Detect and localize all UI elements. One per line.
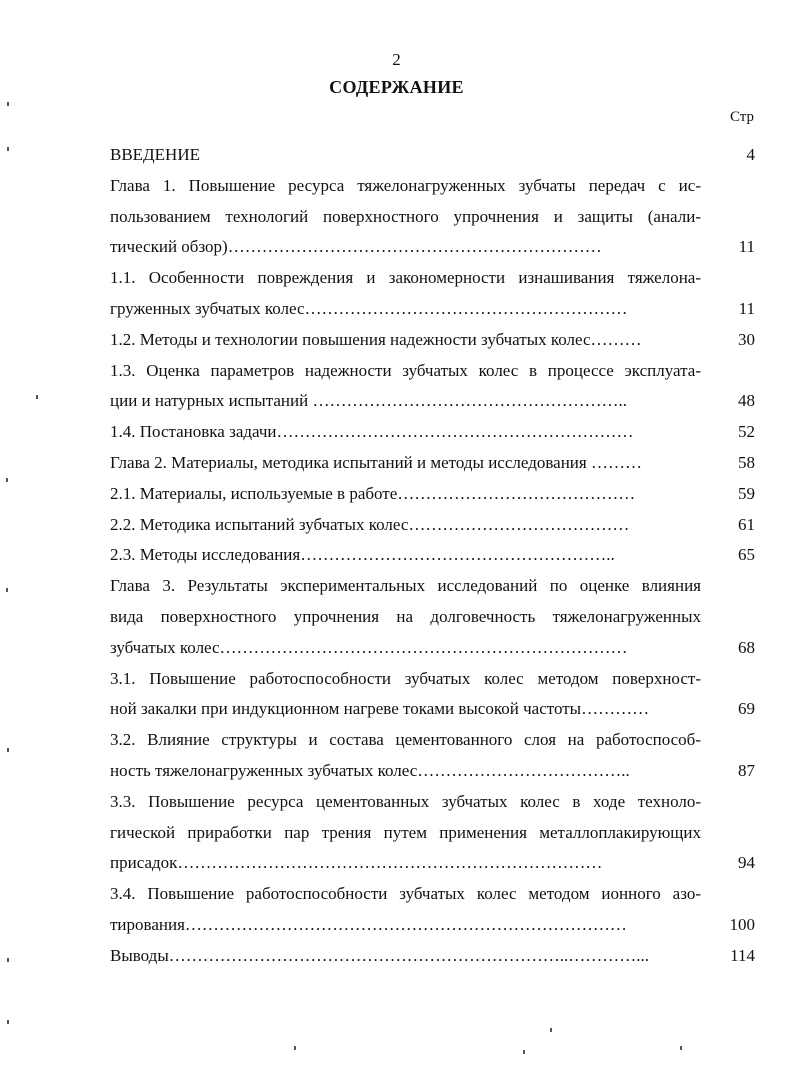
toc-entry-line: 2.1. Материалы, используемые в работе……………………………………: [110, 483, 636, 503]
toc-entry-line: Глава 1. Повышение ресурса тяжелонагруженных зубчаты передач с ис-: [110, 175, 701, 195]
toc-entry-text: [110, 941, 711, 972]
toc-entry-page: 58: [738, 452, 755, 472]
toc-entry-text: [110, 140, 711, 171]
toc-entry: [110, 725, 755, 787]
scan-speck: [7, 748, 9, 752]
toc-entry-text: [110, 571, 711, 663]
toc-entry-text: [110, 263, 711, 325]
toc-entry-line: 1.1. Особенности повреждения и закономерности изнашивания тяжелона-: [110, 268, 701, 288]
toc-entry-line: ной закалки при индукционном нагреве токами высокой частоты…………: [110, 699, 650, 719]
toc-entry: [110, 479, 755, 510]
toc-entry: [110, 664, 755, 726]
toc-entry-line: 1.2. Методы и технологии повышения надежности зубчатых колес………: [110, 329, 642, 349]
toc-entry-line: ции и натурных испытаний ………………………………………………..: [110, 391, 627, 411]
toc-entry: [110, 417, 755, 448]
scan-speck: [6, 588, 8, 592]
toc-entry-text: [110, 664, 711, 726]
scan-speck: [7, 102, 9, 106]
toc-entry-text: [110, 787, 711, 879]
toc-entry-text: [110, 417, 711, 448]
toc-entry: [110, 510, 755, 541]
toc-entry-line: Выводы……………………………………………………………..…………...: [110, 945, 650, 965]
page-column-header: Стр: [729, 109, 754, 125]
toc-entry: [110, 140, 755, 171]
page-number: 2: [392, 50, 401, 69]
toc-entry-page: 61: [738, 514, 755, 534]
scan-speck: [550, 1028, 552, 1032]
scan-speck: [6, 478, 8, 482]
toc-entry-page: 11: [738, 237, 755, 257]
toc-entry-text: [110, 448, 711, 479]
toc-entry-line: ВВЕДЕНИЕ: [110, 145, 200, 164]
toc-entry-line: ность тяжелонагруженных зубчатых колес………………………………..: [110, 760, 630, 780]
scan-speck: [7, 147, 9, 151]
toc-entry-page: 11: [738, 298, 755, 318]
toc-entry-line: Глава 2. Материалы, методика испытаний и методы исследования ………: [110, 452, 642, 472]
toc-entry: [110, 879, 755, 941]
toc-entry-line: тирования……………………………………………………………………: [110, 914, 627, 934]
toc-entry-page: 100: [729, 914, 755, 934]
scan-speck: [36, 395, 38, 399]
toc-entry-line: гической приработки пар трения путем применения металлоплакирующих: [110, 822, 701, 842]
toc-entry-text: [110, 540, 711, 571]
scan-speck: [680, 1046, 682, 1050]
toc-entry-text: [110, 171, 711, 263]
toc-entry-page: 69: [738, 699, 755, 719]
toc-entry: [110, 325, 755, 356]
toc-entry: [110, 171, 755, 263]
toc-entry-page: 59: [738, 483, 755, 503]
scan-speck: [294, 1046, 296, 1050]
toc-entry-line: 1.4. Постановка задачи………………………………………………………: [110, 422, 634, 442]
toc-entry-text: [110, 725, 711, 787]
toc-entry-line: груженных зубчатых колес…………………………………………………: [110, 298, 628, 318]
scan-speck: [7, 958, 9, 962]
toc-entry-line: 3.3. Повышение ресурса цементованных зубчатых колес в ходе техноло-: [110, 791, 701, 811]
toc-entry-page: 4: [746, 145, 755, 164]
toc-entry-text: [110, 325, 711, 356]
toc-entry: [110, 356, 755, 418]
toc-entry-line: присадок…………………………………………………………………: [110, 853, 603, 873]
toc-entry: [110, 787, 755, 879]
toc-entry: [110, 540, 755, 571]
toc-entry-text: [110, 510, 711, 541]
toc-entry-line: Глава 3. Результаты экспериментальных исследований по оценке влияния: [110, 576, 701, 596]
toc-entry: [110, 941, 755, 972]
toc-entry-line: пользованием технологий поверхностного упрочнения и защиты (анали-: [110, 206, 701, 226]
toc-entry-line: вида поверхностного упрочнения на долговечность тяжелонагруженных: [110, 606, 701, 626]
toc-entry-text: [110, 479, 711, 510]
toc-entry-line: зубчатых колес………………………………………………………………: [110, 637, 628, 657]
toc-entry-page: 114: [730, 945, 755, 965]
toc-entry: [110, 571, 755, 663]
toc-entry-line: 3.4. Повышение работоспособности зубчатых колес методом ионного азо-: [110, 884, 701, 904]
toc-entry-line: тический обзор)…………………………………………………………: [110, 237, 602, 257]
toc-entry: [110, 448, 755, 479]
scan-speck: [523, 1050, 525, 1054]
toc-entry-line: 3.1. Повышение работоспособности зубчатых колес методом поверхност-: [110, 668, 701, 688]
toc-entry-text: [110, 356, 711, 418]
toc-entry-line: 2.2. Методика испытаний зубчатых колес…………………………………: [110, 514, 630, 534]
toc-entry-page: 52: [738, 422, 755, 442]
toc-entry-line: 3.2. Влияние структуры и состава цементованного слоя на работоспособ-: [110, 730, 701, 750]
toc-entry: [110, 263, 755, 325]
scan-speck: [7, 1020, 9, 1024]
page-title: СОДЕРЖАНИЕ: [329, 77, 464, 97]
toc-entry-page: 48: [738, 391, 755, 411]
toc-entry-page: 30: [738, 329, 755, 349]
toc-entry-page: 65: [738, 545, 755, 565]
toc-entry-page: 94: [738, 853, 755, 873]
toc-entry-page: 87: [738, 760, 755, 780]
toc-entry-page: 68: [738, 637, 755, 657]
table-of-contents: [110, 140, 755, 972]
toc-entry-text: [110, 879, 711, 941]
toc-entry-line: 1.3. Оценка параметров надежности зубчатых колес в процессе эксплуата-: [110, 360, 701, 380]
toc-entry-line: 2.3. Методы исследования………………………………………………..: [110, 545, 615, 565]
